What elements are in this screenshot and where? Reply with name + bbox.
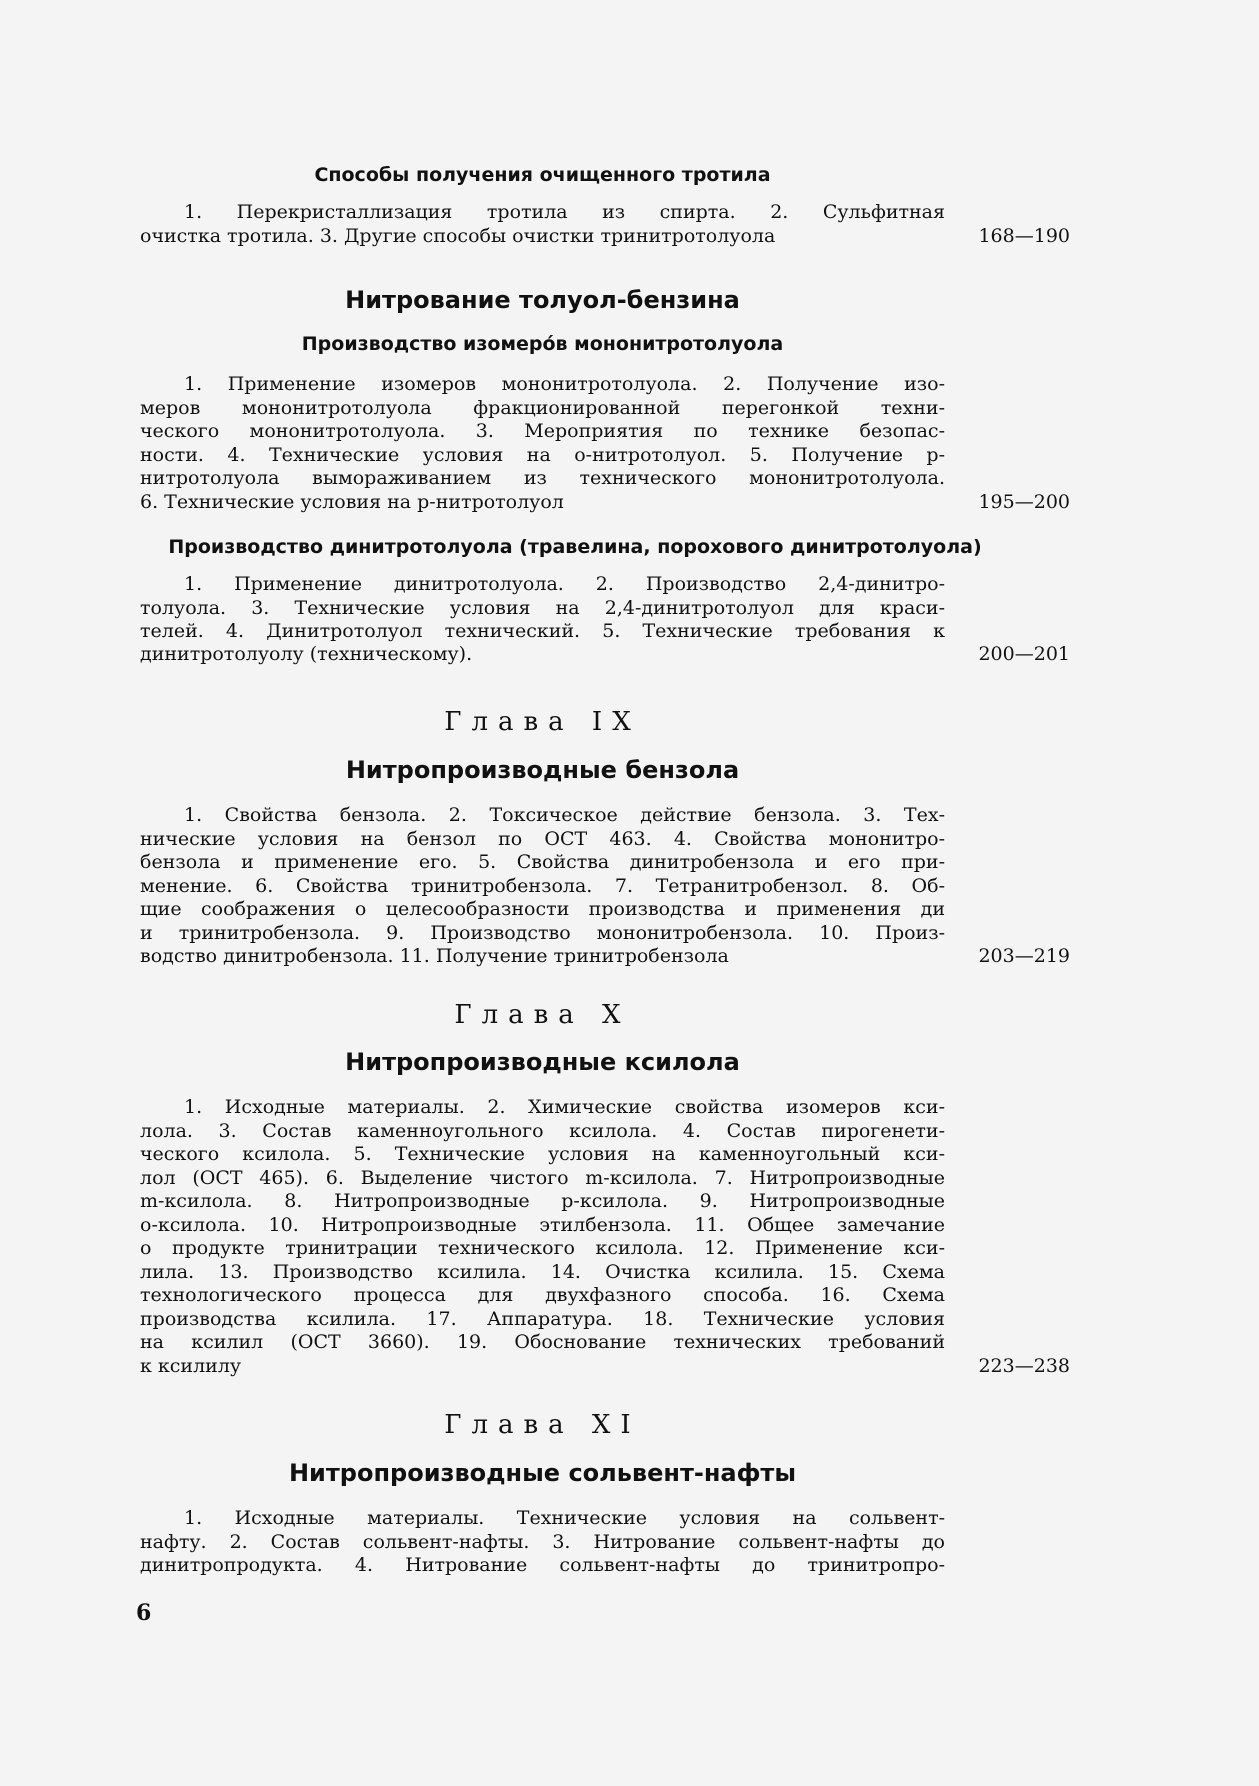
toc-line: меров мононитротолуола фракционированной перегонкой техни- — [140, 396, 945, 419]
toc-line: нитротолуола вымораживанием из технического мононитротолуола. — [140, 467, 945, 489]
toc-line: 1. Применение изомеров мононитротолуола. 2. Получение изо- — [184, 373, 945, 395]
chapter-label: Глава XI — [444, 1410, 641, 1440]
toc-line: производства ксилила. 17. Аппаратура. 18. Технические условия — [140, 1307, 945, 1330]
toc-entry-purified-trotyl-last — [140, 225, 900, 249]
page-range: 195—200 — [978, 491, 1070, 513]
toc-line: ческого мононитротолуола. 3. Мероприятия по технике безопас- — [140, 420, 945, 442]
toc-line: 6. Технические условия на р-нитротолуол — [140, 491, 564, 513]
toc-entry-mononitrotoluene-last — [140, 491, 900, 515]
chapter-title: Нитропроизводные ксилола — [345, 1048, 740, 1076]
page-range: 203—219 — [978, 945, 1070, 967]
toc-line: 1. Свойства бензола. 2. Токсическое действие бензола. 3. Тех- — [184, 804, 945, 826]
toc-line: щие соображения о целесообразности производства и применения ди — [140, 898, 945, 920]
toc-line: 1. Исходные материалы. Технические условия на сольвент- — [184, 1507, 945, 1529]
toc-line: 1. Исходные материалы. 2. Химические свойства изомеров кси- — [184, 1096, 945, 1118]
toc-line: толуола. 3. Технические условия на 2,4-динитротолуол для краси- — [140, 596, 945, 619]
chapter-title: Нитропроизводные сольвент-нафты — [288, 1459, 797, 1487]
page-number: 6 — [136, 1600, 152, 1626]
chapter-label: Глава X — [454, 1000, 631, 1030]
toc-entry-benzene — [140, 804, 945, 945]
toc-line: менение. 6. Свойства тринитробензола. 7. Тетранитробензол. 8. Об- — [140, 874, 945, 897]
toc-line: на ксилил (ОСТ 3660). 19. Обоснование технических требований — [140, 1331, 945, 1353]
toc-entry-dinitrotoluene — [140, 573, 945, 644]
toc-line: динитропродукта. 4. Нитрование сольвент-нафты до тринитропро- — [140, 1554, 945, 1576]
toc-line: 1. Применение динитротолуола. 2. Производство 2,4-динитро- — [184, 573, 945, 595]
toc-line: бензола и применение его. 5. Свойства динитробензола и его при- — [140, 851, 945, 873]
toc-entry-mononitrotoluene — [140, 373, 945, 491]
toc-line: о продукте тринитрации технического ксилола. 12. Применение кси- — [140, 1237, 945, 1259]
toc-line: лол (ОСТ 465). 6. Выделение чистого m-ксилола. 7. Нитропроизводные — [140, 1166, 945, 1189]
toc-line: динитротолуолу (техническому). — [140, 643, 473, 665]
toc-line: водство динитробензола. 11. Получение тринитробензола — [140, 945, 729, 967]
toc-line: нические условия на бензол по ОСТ 463. 4. Свойства мононитро- — [140, 827, 945, 850]
section-heading-dinitrotoluene: Производство динитротолуола (травелина, порохового динитротолуола) — [168, 536, 982, 558]
toc-line: m-ксилола. 8. Нитропроизводные р-ксилола. 9. Нитропроизводные — [140, 1190, 945, 1212]
page-range: 168—190 — [978, 225, 1070, 247]
toc-line: лола. 3. Состав каменноугольного ксилола. 4. Состав пирогенети- — [140, 1119, 945, 1142]
toc-line: о-ксилола. 10. Нитропроизводные этилбензола. 11. Общее замечание — [140, 1213, 945, 1236]
toc-line: технологического процесса для двухфазного способа. 16. Схема — [140, 1284, 945, 1306]
toc-entry-purified-trotyl — [140, 201, 945, 225]
toc-line: телей. 4. Динитротолуол технический. 5. Технические требования к — [140, 620, 945, 642]
toc-entry-xylene-last — [140, 1355, 900, 1379]
chapter-title: Нитропроизводные бензола — [345, 756, 740, 784]
toc-entry-xylene — [140, 1096, 945, 1355]
toc-entry-benzene-last — [140, 945, 900, 969]
page-range: 223—238 — [978, 1355, 1070, 1377]
page-range: 200—201 — [978, 643, 1070, 665]
section-heading-mononitrotoluene: Производство изомерóв мононитротолуола — [301, 333, 784, 355]
section-heading-purified-trotyl: Способы получения очищенного тротила — [314, 164, 771, 186]
toc-line: ности. 4. Технические условия на о-нитротолуол. 5. Получение р- — [140, 443, 945, 466]
toc-line: к ксилилу — [140, 1355, 242, 1377]
toc-line: ческого ксилола. 5. Технические условия на каменноугольный кси- — [140, 1143, 945, 1165]
toc-line: очистка тротила. 3. Другие способы очистки тринитротолуола — [140, 225, 776, 247]
toc-entry-solvent-naphtha — [140, 1507, 945, 1578]
toc-line: нафту. 2. Состав сольвент-нафты. 3. Нитрование сольвент-нафты до — [140, 1530, 945, 1553]
toc-entry-dinitrotoluene-last — [140, 643, 900, 667]
toc-line: лила. 13. Производство ксилила. 14. Очистка ксилила. 15. Схема — [140, 1260, 945, 1283]
chapter-label: Глава IX — [444, 707, 641, 737]
toc-line: 1. Перекристаллизация тротила из спирта. 2. Сульфитная — [184, 201, 945, 223]
section-title-toluene-benzine: Нитрование толуол-бензина — [345, 286, 740, 314]
toc-line: и тринитробензола. 9. Производство мононитробензола. 10. Произ- — [140, 921, 945, 944]
